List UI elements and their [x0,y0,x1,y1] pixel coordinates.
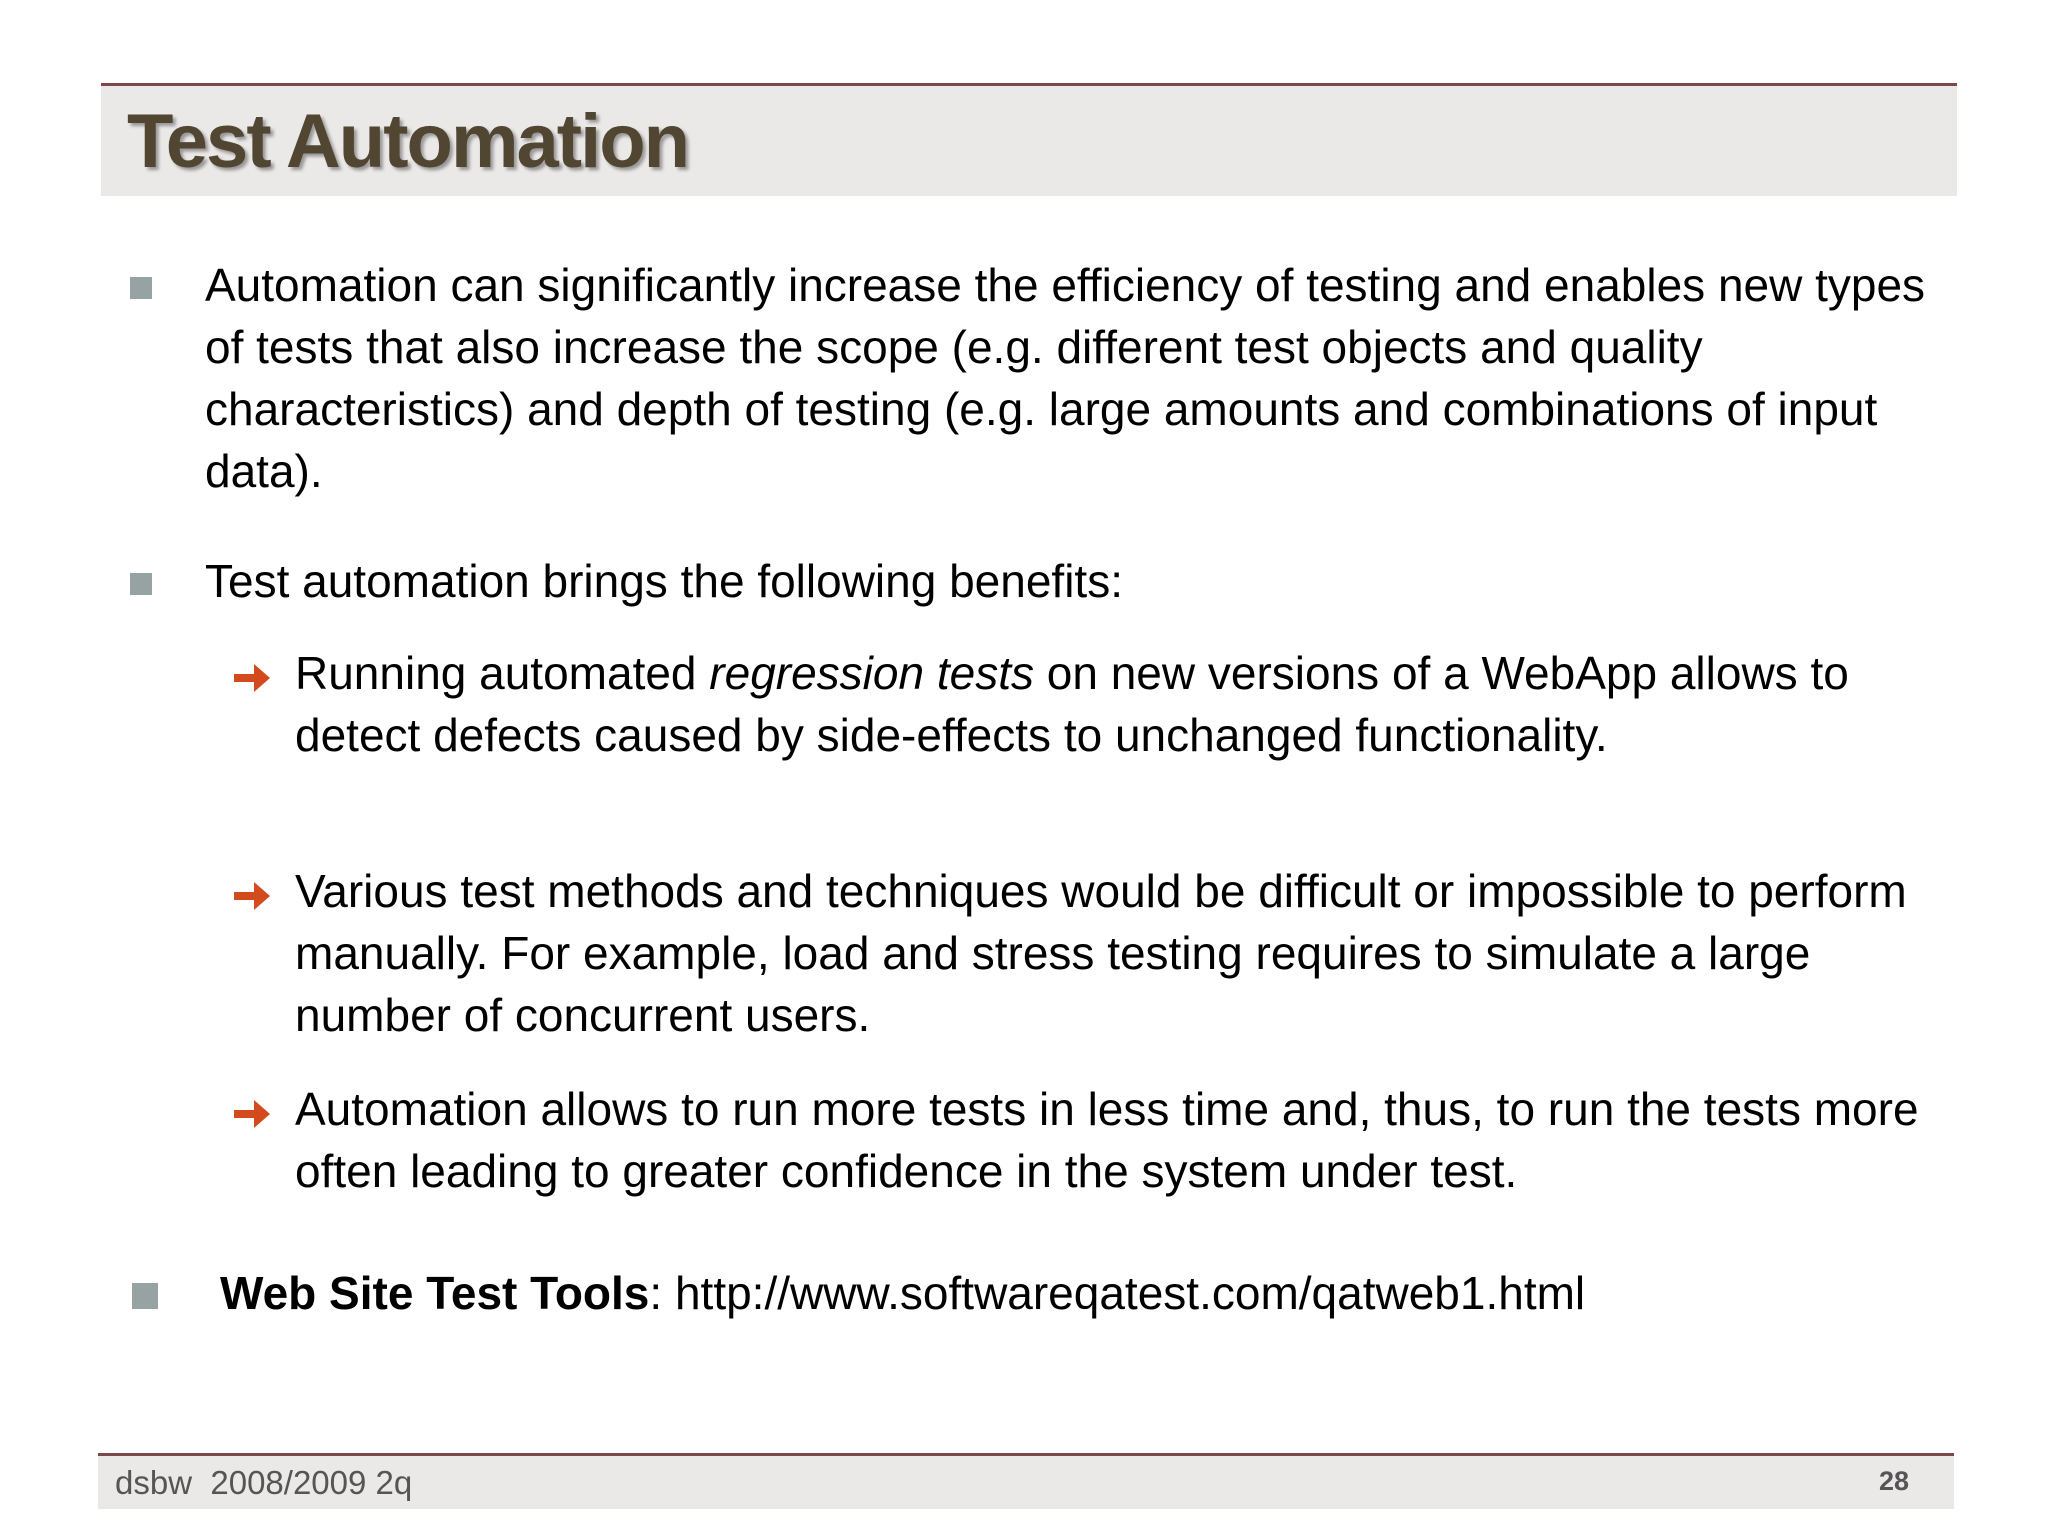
footer-course-label: dsbw 2008/2009 2q [115,1464,413,1501]
square-bullet-icon [130,277,152,299]
web-site-test-tools-link[interactable]: : http://www.softwareqatest.com/qatweb1.html [649,1267,1586,1319]
arrow-right-icon [230,1092,274,1136]
arrow-right-icon [230,874,274,918]
sub-bullet-2-text: Various test methods and techniques would be difficult or impossible to perform manually. For example, load and stress testing requires to simulate a large number of concurrent users. [295,865,1907,1041]
arrow-right-icon [230,656,274,700]
bullet-1-text: Automation can significantly increase the efficiency of testing and enables new types of tests that also increase the scope (e.g. different test objects and quality characteristics) and depth of testing (e.g. large amounts and combinations of input data). [205,259,1926,497]
sub-bullet-1-pre: Running automated [295,647,710,699]
sub-bullet-3-text: Automation allows to run more tests in less time and, thus, to run the tests more often leading to greater confidence in the system under test. [295,1083,1919,1197]
web-site-test-tools-label: Web Site Test Tools [220,1267,650,1319]
slide-title: Test Automation [127,99,689,184]
sub-bullet-1-text [295,642,1975,766]
page-number: 28 [1878,1466,1909,1496]
bullet-2-text: Test automation brings the following benefits: [205,555,1123,607]
footer-bar [98,1453,1954,1509]
bullet-3-text [220,1262,1970,1324]
sub-bullet-1-post: on new versions of a WebApp allows to detect defects caused by side-effects to unchanged functionality. [295,647,1849,761]
sub-bullet-1-emphasis: regression tests [709,647,1034,699]
square-bullet-icon [132,1283,158,1309]
square-bullet-icon [130,573,152,595]
